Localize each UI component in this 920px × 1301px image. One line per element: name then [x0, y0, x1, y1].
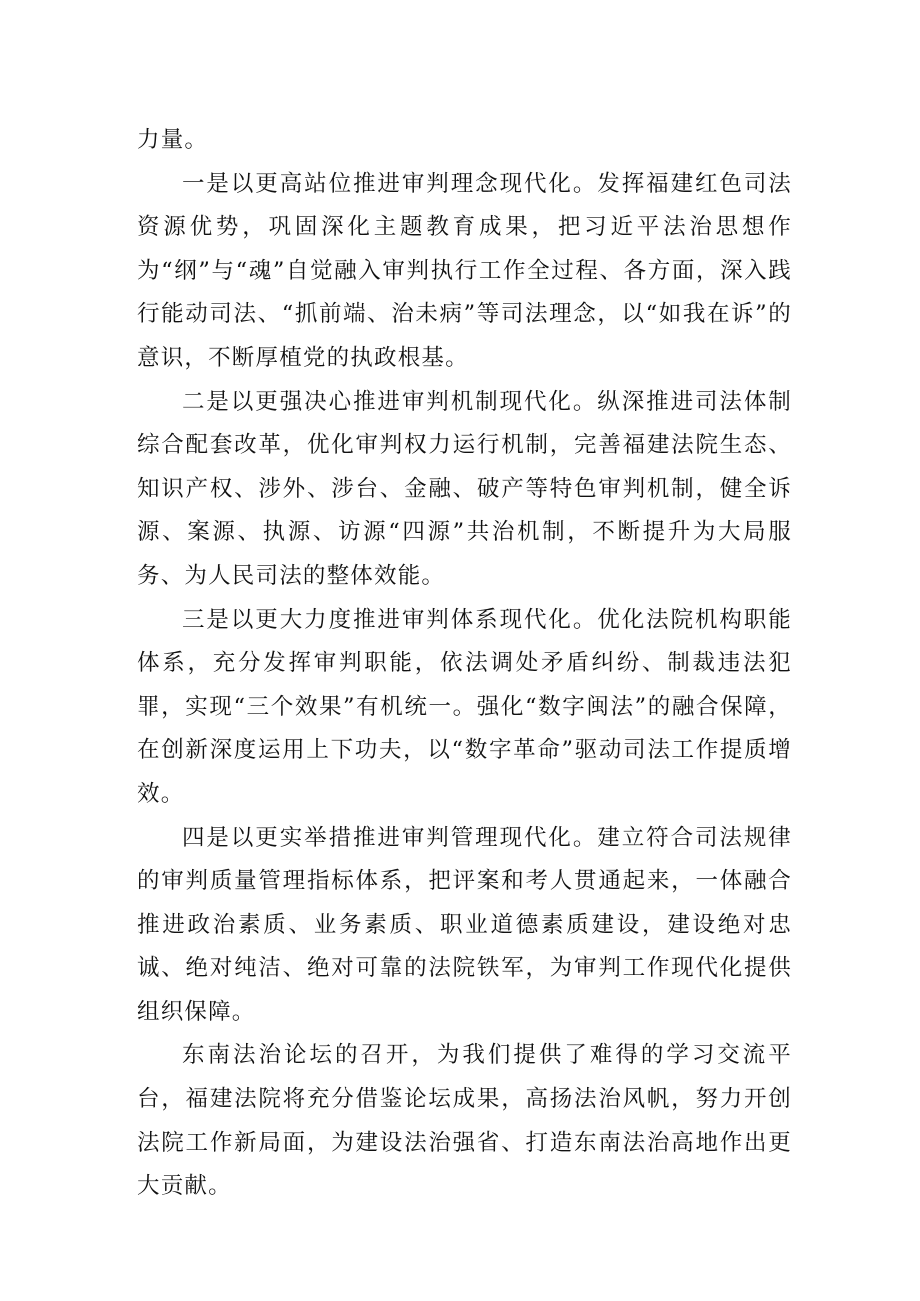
document-body	[137, 119, 792, 1209]
paragraph-trial-management: 四是以更实举措推进审判管理现代化。建立符合司法规律的审判质量管理指标体系，把评案和考人贯通起来，一体融合推进政治素质、业务素质、职业道德素质建设，建设绝对忠诚、绝对纯洁、绝对可靠的法院铁军，为审判工作现代化提供组织保障。	[137, 824, 792, 1025]
paragraph-trial-concept: 一是以更高站位推进审判理念现代化。发挥福建红色司法资源优势，巩固深化主题教育成果，把习近平法治思想作为“纲”与“魂”自觉融入审判执行工作全过程、各方面，深入践行能动司法、“抓前端、治未病”等司法理念，以“如我在诉”的意识，不断厚植党的执政根基。	[137, 170, 792, 371]
paragraph-trial-mechanism: 二是以更强决心推进审判机制现代化。纵深推进司法体制综合配套改革，优化审判权力运行机制，完善福建法院生态、知识产权、涉外、涉台、金融、破产等特色审判机制，健全诉源、案源、执源、访源“四源”共治机制，不断提升为大局服务、为人民司法的整体效能。	[137, 388, 792, 589]
paragraph-continuation: 力量。	[137, 127, 209, 153]
paragraph-conclusion: 东南法治论坛的召开，为我们提供了难得的学习交流平台，福建法院将充分借鉴论坛成果，高扬法治风帆，努力开创法院工作新局面，为建设法治强省、打造东南法治高地作出更大贡献。	[137, 1042, 792, 1200]
paragraph-trial-system: 三是以更大力度推进审判体系现代化。优化法院机构职能体系，充分发挥审判职能，依法调处矛盾纠纷、制裁违法犯罪，实现“三个效果”有机统一。强化“数字闽法”的融合保障，在创新深度运用上下功夫，以“数字革命”驱动司法工作提质增效。	[137, 606, 792, 807]
